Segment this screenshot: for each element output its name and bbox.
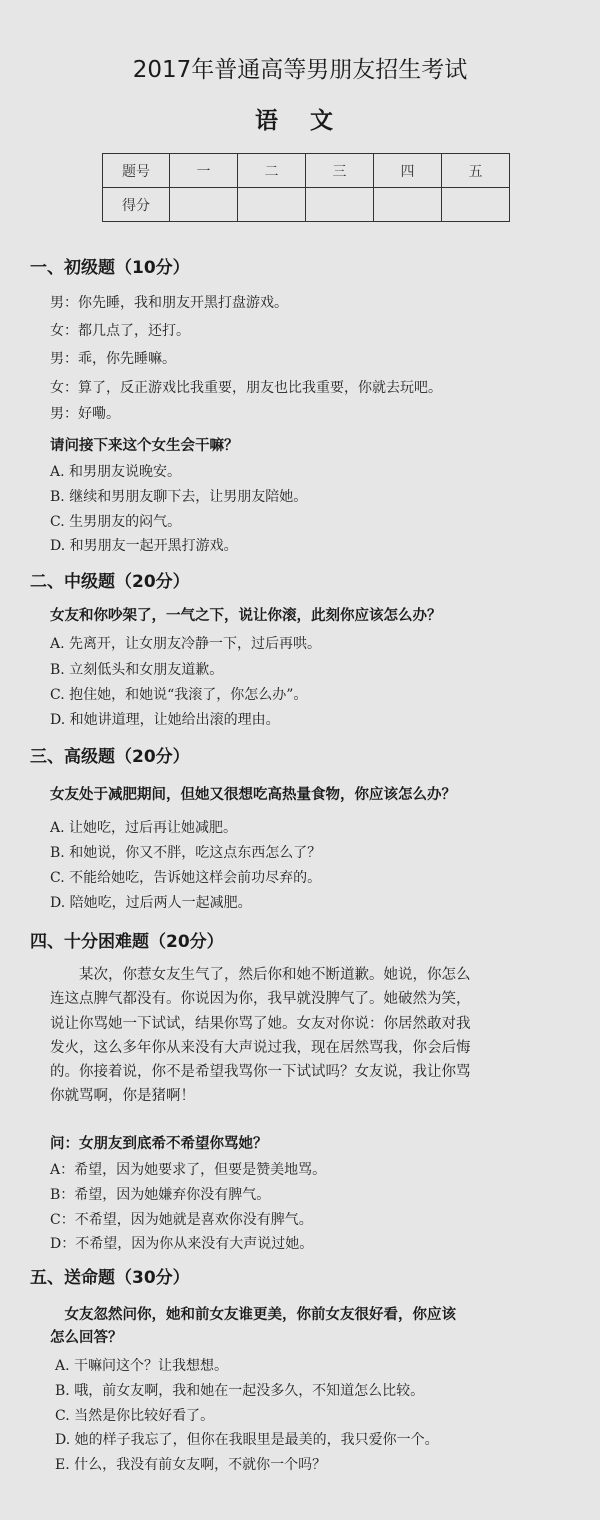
exam-subject: 语 文	[254, 108, 345, 134]
option: A. 先离开，让女朋友冷静一下，过后再哄。	[50, 636, 322, 652]
score-cell: 得分	[103, 188, 170, 222]
score-cell: 题号	[103, 154, 170, 188]
option: C：不希望，因为她就是喜欢你没有脾气。	[50, 1212, 313, 1228]
passage-line: 连这点脾气都没有。你说因为你，我早就没脾气了。她破然为笑，	[50, 991, 471, 1008]
question-line: 怎么回答？	[50, 1330, 123, 1346]
score-cell-blank	[170, 188, 238, 222]
passage-line: 某次，你惹女友生气了，然后你和她不断道歉。她说，你怎么	[50, 967, 471, 983]
score-table-header-row	[103, 154, 510, 188]
section-heading: 一、初级题（10分）	[30, 258, 190, 278]
passage-line: 的。你接着说，你不是希望我骂你一下试试吗？女友说，我让你骂	[50, 1064, 471, 1081]
score-cell-blank	[306, 188, 374, 222]
option: A. 让她吃，过后再让她减肥。	[50, 820, 238, 836]
option: B. 立刻低头和女朋友道歉。	[50, 662, 224, 678]
option: A：希望，因为她要求了，但要是赞美地骂。	[50, 1162, 327, 1178]
passage-line: 你就骂啊，你是猪啊！	[50, 1088, 195, 1105]
dialogue-line: 男：乖，你先睡嘛。	[50, 351, 176, 367]
section-heading: 二、中级题（20分）	[30, 572, 190, 592]
option: D. 陪她吃，过后两人一起减肥。	[50, 895, 252, 911]
option: B：希望，因为她嫌弃你没有脾气。	[50, 1187, 271, 1203]
option: D：不希望，因为你从来没有大声说过她。	[50, 1236, 314, 1252]
option: C. 不能给她吃，告诉她这样会前功尽弃的。	[50, 870, 322, 886]
score-cell: 一	[170, 154, 238, 188]
exam-title: 2017年普通高等男朋友招生考试	[132, 57, 468, 83]
section-heading: 五、送命题（30分）	[30, 1268, 190, 1288]
score-cell: 五	[442, 154, 510, 188]
section-heading: 三、高级题（20分）	[30, 747, 190, 767]
score-cell-blank	[238, 188, 306, 222]
question: 问：女朋友到底希不希望你骂她？	[50, 1136, 268, 1152]
score-cell: 三	[306, 154, 374, 188]
option: D. 和她讲道理，让她给出滚的理由。	[50, 712, 280, 728]
option: C. 生男朋友的闷气。	[50, 514, 182, 530]
passage-line: 说让你骂她一下试试，结果你骂了她。女友对你说：你居然敢对我	[50, 1015, 471, 1032]
score-cell: 四	[374, 154, 442, 188]
option: A. 干嘛问这个？让我想想。	[55, 1358, 229, 1374]
question: 请问接下来这个女生会干嘛？	[50, 438, 239, 454]
score-table-score-row	[103, 188, 510, 222]
option: B. 继续和男朋友聊下去，让男朋友陪她。	[50, 489, 308, 505]
option: C. 当然是你比较好看了。	[55, 1408, 215, 1424]
passage	[50, 963, 565, 1109]
dialogue-line: 男：好嘞。	[50, 406, 120, 422]
option: C. 抱住她，和她说“我滚了，你怎么办”。	[50, 687, 308, 703]
option: A. 和男朋友说晚安。	[50, 464, 182, 480]
option: E. 什么，我没有前女友啊，不就你一个吗？	[55, 1457, 327, 1473]
score-cell: 二	[238, 154, 306, 188]
dialogue-line: 女：都几点了，还打。	[50, 323, 190, 339]
question: 女友处于减肥期间，但她又很想吃高热量食物，你应该怎么办？	[50, 787, 456, 803]
question-line: 女友忽然问你，她和前女友谁更美，你前女友很好看，你应该	[50, 1307, 456, 1323]
passage-line: 发火，这么多年你从来没有大声说过我，现在居然骂我，你会后悔	[50, 1039, 471, 1056]
score-cell-blank	[442, 188, 510, 222]
score-table	[102, 153, 510, 222]
option: B. 哦，前女友啊，我和她在一起没多久，不知道怎么比较。	[55, 1383, 425, 1399]
option: D. 她的样子我忘了，但你在我眼里是最美的，我只爱你一个。	[55, 1432, 439, 1448]
dialogue-line: 男：你先睡，我和朋友开黑打盘游戏。	[50, 295, 288, 311]
question: 女友和你吵架了，一气之下，说让你滚，此刻你应该怎么办？	[50, 608, 442, 624]
option: D. 和男朋友一起开黑打游戏。	[50, 538, 238, 554]
score-cell-blank	[374, 188, 442, 222]
option: B. 和她说，你又不胖，吃这点东西怎么了？	[50, 845, 322, 861]
dialogue-line: 女：算了，反正游戏比我重要，朋友也比我重要，你就去玩吧。	[50, 380, 442, 396]
section-heading: 四、十分困难题（20分）	[30, 932, 224, 952]
